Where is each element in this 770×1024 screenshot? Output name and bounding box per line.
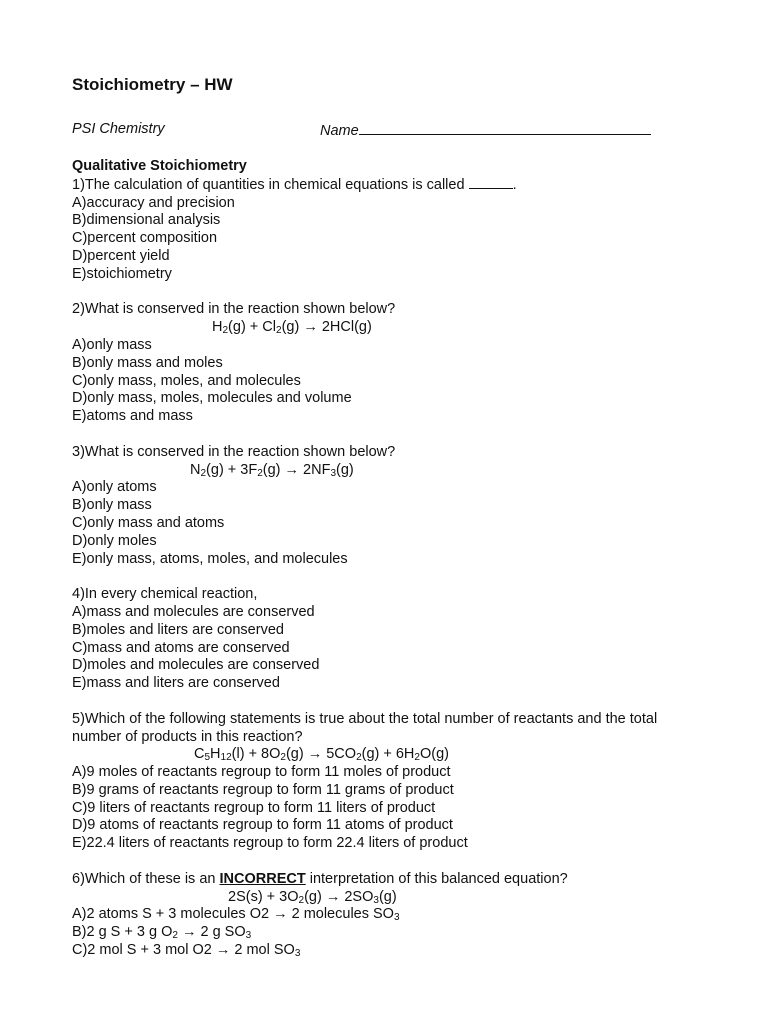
question-6 bbox=[72, 871, 712, 960]
option-a: A)mass and molecules are conserved bbox=[72, 603, 315, 620]
header-row bbox=[72, 120, 712, 140]
option-a: A)accuracy and precision bbox=[72, 194, 235, 211]
option-e: E)stoichiometry bbox=[72, 265, 172, 282]
option-d: D)percent yield bbox=[72, 247, 170, 264]
option-b: B)dimensional analysis bbox=[72, 212, 221, 229]
option-d: D)moles and molecules are conserved bbox=[72, 657, 320, 674]
stem-text: 6)Which of these is an bbox=[72, 870, 216, 887]
option-a: A)only atoms bbox=[72, 479, 157, 496]
chemical-equation: $C_5H_{12}(l) + 8O_2(g) \to 5CO_2(g) + 6H_2O(g)$ bbox=[194, 746, 449, 764]
option-a: A)only mass bbox=[72, 336, 152, 353]
worksheet-page bbox=[72, 74, 712, 978]
option-e: E)only mass, atoms, moles, and molecules bbox=[72, 550, 348, 567]
option-d: D)only mass, moles, molecules and volume bbox=[72, 390, 352, 407]
name-label: Name bbox=[320, 123, 359, 139]
page-title: Stoichiometry – HW bbox=[72, 75, 233, 94]
stem-end: . bbox=[512, 176, 517, 193]
answer-blank bbox=[469, 176, 513, 189]
stem-text: 1)The calculation of quantities in chemical equations is called bbox=[72, 176, 465, 193]
option-d: D)9 atoms of reactants regroup to form 11 atoms of product bbox=[72, 817, 453, 834]
section-title: Qualitative Stoichiometry bbox=[72, 158, 247, 174]
option-b: B)moles and liters are conserved bbox=[72, 621, 284, 638]
course-label: PSI Chemistry bbox=[72, 121, 165, 137]
option-a: A)2 atoms S + 3 molecules O2 → 2 molecules $SO_3$ bbox=[72, 906, 400, 924]
option-b: B)9 grams of reactants regroup to form 11 grams of product bbox=[72, 781, 454, 798]
option-b: B)2 g S + 3 g $O_2 \to 2$ g $SO_3$ bbox=[72, 924, 252, 942]
question-stem: 4)In every chemical reaction, bbox=[72, 586, 258, 603]
name-blank-line[interactable] bbox=[359, 120, 651, 135]
option-c: C)only mass, moles, and molecules bbox=[72, 372, 301, 389]
option-d: D)only moles bbox=[72, 532, 157, 549]
name-field[interactable] bbox=[320, 120, 651, 140]
option-c: C)9 liters of reactants regroup to form 11 liters of product bbox=[72, 799, 436, 816]
option-c: C)only mass and atoms bbox=[72, 514, 225, 531]
question-stem bbox=[72, 176, 712, 195]
chemical-equation: $N_2(g) + 3F_2(g) \to 2NF_3(g)$ bbox=[190, 461, 354, 479]
question-stem: 2)What is conserved in the reaction shown below? bbox=[72, 301, 396, 318]
chemical-equation: $H_2(g) + Cl_2(g) \to 2HCl(g)$ bbox=[212, 319, 372, 337]
option-e: E)mass and liters are conserved bbox=[72, 675, 280, 692]
question-stem-line-2: number of products in this reaction? bbox=[72, 728, 303, 745]
question-stem: 3)What is conserved in the reaction shown below? bbox=[72, 443, 396, 460]
option-c: C)2 mol S + 3 mol O2 → 2 mol $SO_3$ bbox=[72, 942, 301, 960]
option-a: A)9 moles of reactants regroup to form 11 moles of product bbox=[72, 764, 451, 781]
question-3 bbox=[72, 444, 712, 569]
option-c: C)mass and atoms are conserved bbox=[72, 639, 290, 656]
question-2 bbox=[72, 301, 712, 426]
option-b: B)only mass bbox=[72, 497, 152, 514]
option-e: E)atoms and mass bbox=[72, 408, 193, 425]
question-stem-line-1: 5)Which of the following statements is true about the total number of reactants and the total bbox=[72, 710, 658, 727]
question-4 bbox=[72, 586, 712, 693]
incorrect-emphasis: INCORRECT bbox=[219, 870, 306, 887]
chemical-equation: $2S(s) + 3O_2(g) \to 2SO_3(g)$ bbox=[228, 888, 397, 906]
option-b: B)only mass and moles bbox=[72, 354, 223, 371]
stem-text-end: interpretation of this balanced equation? bbox=[309, 870, 568, 887]
question-stem bbox=[72, 871, 712, 889]
option-e: E)22.4 liters of reactants regroup to form 22.4 liters of product bbox=[72, 835, 468, 852]
question-5 bbox=[72, 711, 712, 853]
question-1 bbox=[72, 176, 712, 284]
option-c: C)percent composition bbox=[72, 230, 218, 247]
